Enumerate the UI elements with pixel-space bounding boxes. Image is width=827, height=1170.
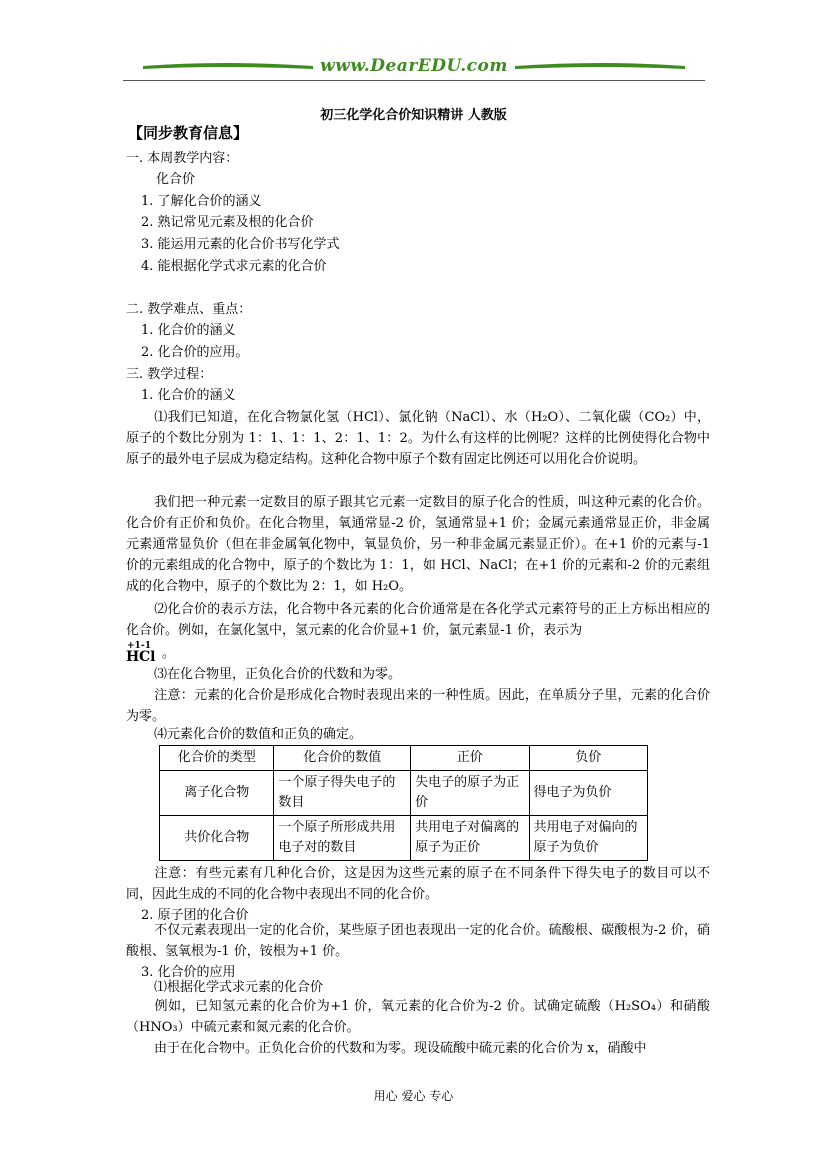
cl-symbol: Cl <box>139 649 156 665</box>
part3-heading: 三. 教学过程： <box>126 367 213 382</box>
paragraph: 我们把一种元素一定数目的原子跟其它元素一定数目的原子化合的性质，叫这种元素的化合价。化合价有正价和负价。在化合物里，氧通常显-2 价，氢通常显+1 价；金属元素通常显正价，非金属元素通常显负价（但在非金属氧化物中，氧显负价，另一种非金属元素显正价）。在+1 价的元素与-1 价的元素组成的化合物中，原子的个数比为 1：1，如 HCl、NaCl；在+1 价的元素和-2 价的元素组成的化合物中，原子的个数比为 2：1，如 H₂O。 <box>126 495 710 594</box>
table-header-cell: 负价 <box>529 746 647 771</box>
paragraph: 注意：元素的化合价是形成化合物时表现出来的一种性质。因此，在单质分子里，元素的化合价为零。 <box>126 688 710 724</box>
table-header-row <box>160 746 648 771</box>
cl-valence: -1 <box>141 641 151 651</box>
banner-logo-text: www.DearEDU.com <box>320 56 508 76</box>
paragraph: ⑵化合价的表示方法，化合物中各元素的化合价通常是在各化学式元素符号的正上方标出相应的化合价。例如，在氯化氢中，氢元素的化合价显+1 价，氯元素显-1 价，表示为 <box>126 602 710 638</box>
table-cell: 共用电子对偏离的原子为正价 <box>411 816 529 861</box>
valence-table <box>159 745 648 861</box>
table-cell: 失电子的原子为正价 <box>411 771 529 816</box>
paragraph: ⑴我们已知道，在化合物氯化氢（HCl）、氯化钠（NaCl）、水（H₂O）、二氧化碳（CO₂）中，原子的个数比分别为 1：1、1：1、2：1、1：2。为什么有这样的比例呢？这样的比例使得化合物中原子的最外电子层成为稳定结构。这种化合物中原子个数有固定比例还可以用化合价说明。 <box>126 410 710 467</box>
part3-subheading: 2. 原子团的化合价 <box>141 908 249 923</box>
h-valence: +1 <box>127 641 141 651</box>
paragraph: 注意：有些元素有几种化合价，这是因为这些元素的原子在不同条件下得失电子的数目可以不同，因此生成的不同的化合物中表现出不同的化合价。 <box>126 866 710 902</box>
part2-item: 1. 化合价的涵义 <box>141 323 236 338</box>
table-cell: 离子化合物 <box>160 771 274 816</box>
section-heading: 【同步教育信息】 <box>128 124 249 142</box>
part1-item: 2. 熟记常见元素及根的化合价 <box>141 215 314 230</box>
table-cell: 共用电子对偏向的原子为负价 <box>529 816 647 861</box>
table-header-cell: 化合价的类型 <box>160 746 274 771</box>
table-header-cell: 正价 <box>411 746 529 771</box>
table-cell: 得电子为负价 <box>529 771 647 816</box>
part1-heading: 一. 本周教学内容： <box>126 151 239 166</box>
table-header-cell: 化合价的数值 <box>274 746 411 771</box>
formula-period: 。 <box>162 646 176 661</box>
table-cell: 一个原子得失电子的数目 <box>274 771 411 816</box>
part3-subheading: 1. 化合价的涵义 <box>141 388 236 403</box>
table-cell: 共价化合物 <box>160 816 274 861</box>
table-row <box>160 816 648 861</box>
part1-item: 1. 了解化合价的涵义 <box>141 194 262 209</box>
header-rule <box>123 80 705 81</box>
part1-topic: 化合价 <box>156 172 196 187</box>
paragraph: ⑶在化合物里，正负化合价的代数和为零。 <box>154 667 402 682</box>
paragraph: ⑷元素化合价的数值和正负的确定。 <box>154 727 363 742</box>
part1-item: 3. 能运用元素的化合价书写化学式 <box>141 237 340 252</box>
paragraph: 例如，已知氢元素的化合价为+1 价，氧元素的化合价为-2 价。试确定硫酸（H₂SO₄）和硝酸（HNO₃）中硫元素和氮元素的化合价。 <box>126 999 710 1035</box>
table-row <box>160 771 648 816</box>
paragraph: ⑴根据化学式求元素的化合价 <box>154 980 324 995</box>
header-banner <box>123 54 705 80</box>
h-symbol: H <box>126 649 140 665</box>
hcl-valence-formula <box>126 641 162 665</box>
part2-item: 2. 化合价的应用。 <box>141 345 249 360</box>
part1-item: 4. 能根据化学式求元素的化合价 <box>141 259 327 274</box>
part2-heading: 二. 教学难点、重点： <box>126 302 252 317</box>
paragraph: 由于在化合物中。正负化合价的代数和为零。现设硫酸中硫元素的化合价为 x，硝酸中 <box>154 1041 647 1056</box>
table-cell: 一个原子所形成共用电子对的数目 <box>274 816 411 861</box>
page-footer: 用心 爱心 专心 <box>373 1089 454 1103</box>
paragraph: 不仅元素表现出一定的化合价，某些原子团也表现出一定的化合价。硫酸根、碳酸根为-2 价，硝酸根、氢氧根为-1 价，铵根为+1 价。 <box>126 923 710 959</box>
part3-subheading: 3. 化合价的应用 <box>141 965 236 980</box>
page-title: 初三化学化合价知识精讲 人教版 <box>320 108 507 123</box>
